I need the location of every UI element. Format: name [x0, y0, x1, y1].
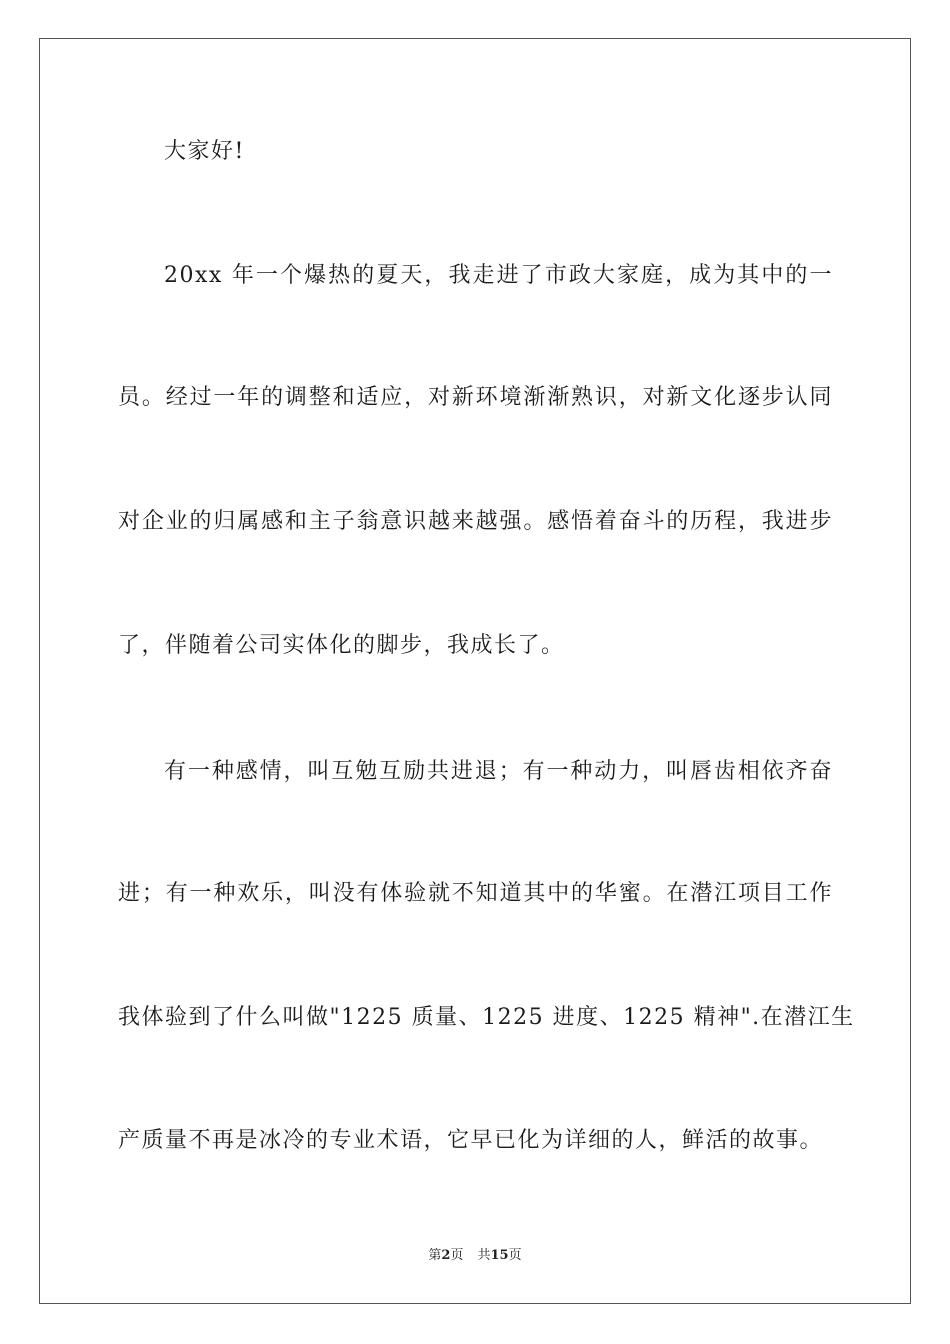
total-suffix: 页: [508, 1248, 522, 1263]
paragraph-2-line-2: 进；有一种欢乐，叫没有体验就不知道其中的华蜜。在潜江项目工作: [118, 881, 833, 906]
page-prefix: 第: [428, 1248, 442, 1263]
paragraph-2-line-1: 有一种感情，叫互勉互励共进退；有一种动力，叫唇齿相依齐奋: [164, 759, 833, 784]
paragraph-2-line-3: 我体验到了什么叫做"1225 质量、1225 进度、1225 精神".在潜江生: [118, 1005, 855, 1030]
paragraph-2-line-4: 产质量不再是冰冷的专业术语，它早已化为详细的人，鲜活的故事。: [118, 1128, 824, 1153]
paragraph-1-line-2: 员。经过一年的调整和适应，对新环境渐渐熟识，对新文化逐步认同: [118, 385, 833, 410]
page-number-footer: [0, 1247, 950, 1265]
total-prefix: 共: [477, 1248, 491, 1263]
current-page-number: 2: [441, 1248, 451, 1263]
greeting-text: 大家好!: [164, 139, 245, 164]
page-border: [39, 38, 911, 1304]
total-page-count: 15: [490, 1248, 509, 1263]
paragraph-1-line-1: 20xx 年一个爆热的夏天，我走进了市政大家庭，成为其中的一: [164, 263, 833, 288]
paragraph-1-line-3: 对企业的归属感和主子翁意识越来越强。感悟着奋斗的历程，我进步: [118, 509, 833, 534]
paragraph-1-line-4: 了，伴随着公司实体化的脚步，我成长了。: [118, 633, 565, 658]
page-suffix: 页: [450, 1248, 464, 1263]
